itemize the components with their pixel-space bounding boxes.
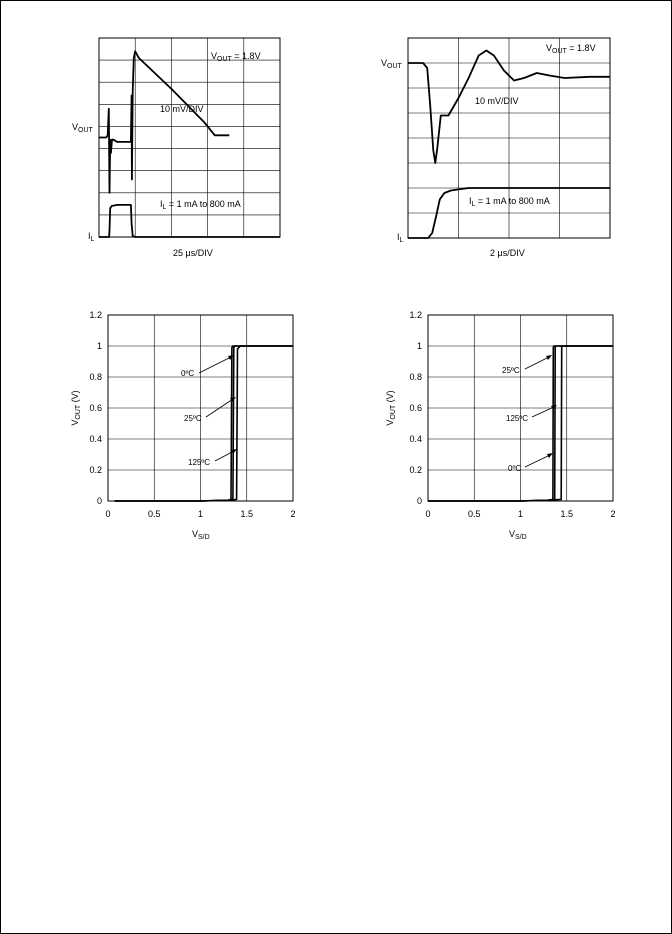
chart4-arrowhead-0c [547, 453, 553, 458]
chart4-arrow-125c [532, 407, 554, 417]
chart4-ytick-label: 1.2 [409, 310, 422, 320]
chart4-arrow-25c [525, 357, 549, 369]
chart3-ylabel: $V_{OUT}$ (V) [70, 390, 82, 426]
chart4-arrowhead-125c [551, 405, 557, 410]
chart4-xtick-label: 0 [425, 509, 431, 519]
chart1-series [99, 51, 280, 237]
chart1-xscale-label: 25 μs/DIV [173, 248, 213, 258]
chart4-annotations [502, 355, 557, 473]
chart1-vout-axis-label: $V_{OUT}$ [72, 122, 93, 134]
chart2-vscale-label: 10 mV/DIV [475, 96, 519, 106]
chart-load-transient-25us [72, 38, 280, 258]
chart-load-transient-2us [381, 38, 610, 258]
chart3-xtick-label: 0 [105, 509, 111, 519]
chart3-annotation-25c: 25ºC [184, 414, 202, 423]
chart3-series-125c [115, 346, 294, 501]
chart3-annotation-0c: 0ºC [181, 369, 195, 378]
chart4-ytick-label: 0.6 [409, 403, 422, 413]
chart4-arrow-0c [525, 455, 550, 467]
chart1-vout-label: $V_{OUT} = 1.8V$ [211, 51, 261, 63]
chart-vout-vs-vsd-a [70, 310, 296, 541]
chart3-xlabel: $V_{S/D}$ [192, 529, 210, 541]
chart3-ytick-label: 0.2 [89, 465, 102, 475]
chart3-ytick-label: 0.8 [89, 372, 102, 382]
chart3-xtick-label: 0.5 [147, 509, 161, 519]
chart1-vscale-label: 10 mV/DIV [160, 104, 204, 114]
chart4-grid [428, 315, 613, 501]
chart4-annotation-0c: 0ºC [508, 464, 522, 473]
chart1-il-label: $I_L = 1$ mA to 800 mA [160, 199, 241, 211]
chart3-annotations [181, 355, 237, 467]
figure-canvas [1, 1, 671, 933]
chart2-vout-label: $V_{OUT} = 1.8V$ [546, 43, 596, 55]
chart3-series-0c [115, 346, 294, 501]
chart4-ytick-label: 0.4 [409, 434, 422, 444]
chart1-trace-il [99, 205, 280, 237]
chart4-arrowhead-25c [546, 355, 552, 360]
chart3-ytick-label: 1.2 [89, 310, 102, 320]
chart4-xtick-label: 1 [517, 509, 524, 519]
chart3-ytick-label: 0.4 [89, 434, 102, 444]
chart4-ytick-label: 1 [416, 341, 422, 351]
chart4-xtick-label: 0.5 [467, 509, 481, 519]
chart2-il-axis-label: $I_L$ [397, 232, 404, 244]
chart3-xtick-label: 2 [290, 509, 296, 519]
chart1-il-axis-label: $I_L$ [88, 231, 95, 243]
chart3-grid [108, 315, 293, 501]
chart3-series-25c [115, 346, 294, 501]
chart3-xtick-label: 1 [197, 509, 204, 519]
chart3-xtick-label: 1.5 [240, 509, 254, 519]
chart3-series [115, 346, 294, 501]
chart3-ytick-label: 0.6 [89, 403, 102, 413]
chart3-arrow-0c [199, 357, 231, 373]
chart4-xtick-label: 2 [610, 509, 616, 519]
chart2-xscale-label: 2 μs/DIV [490, 248, 525, 258]
chart3-ytick-label: 1 [96, 341, 102, 351]
chart4-ytick-label: 0.2 [409, 465, 422, 475]
chart2-vout-axis-label: $V_{OUT}$ [381, 58, 402, 70]
chart4-xtick-label: 1.5 [560, 509, 574, 519]
chart4-ytick-label: 0 [416, 496, 422, 506]
chart1-trace-vout [99, 51, 229, 193]
chart4-xlabel: $V_{S/D}$ [509, 529, 527, 541]
chart-vout-vs-vsd-b [385, 310, 616, 541]
chart2-il-label: $I_L = 1$ mA to 800 mA [469, 196, 550, 208]
chart4-ylabel: $V_{OUT}$ (V) [385, 390, 397, 426]
chart3-annotation-125c: 125ºC [188, 458, 211, 467]
chart4-annotation-25c: 25ºC [502, 366, 520, 375]
chart4-ytick-label: 0.8 [409, 372, 422, 382]
chart4-annotation-125c: 125ºC [506, 414, 529, 423]
chart3-ytick-label: 0 [96, 496, 102, 506]
